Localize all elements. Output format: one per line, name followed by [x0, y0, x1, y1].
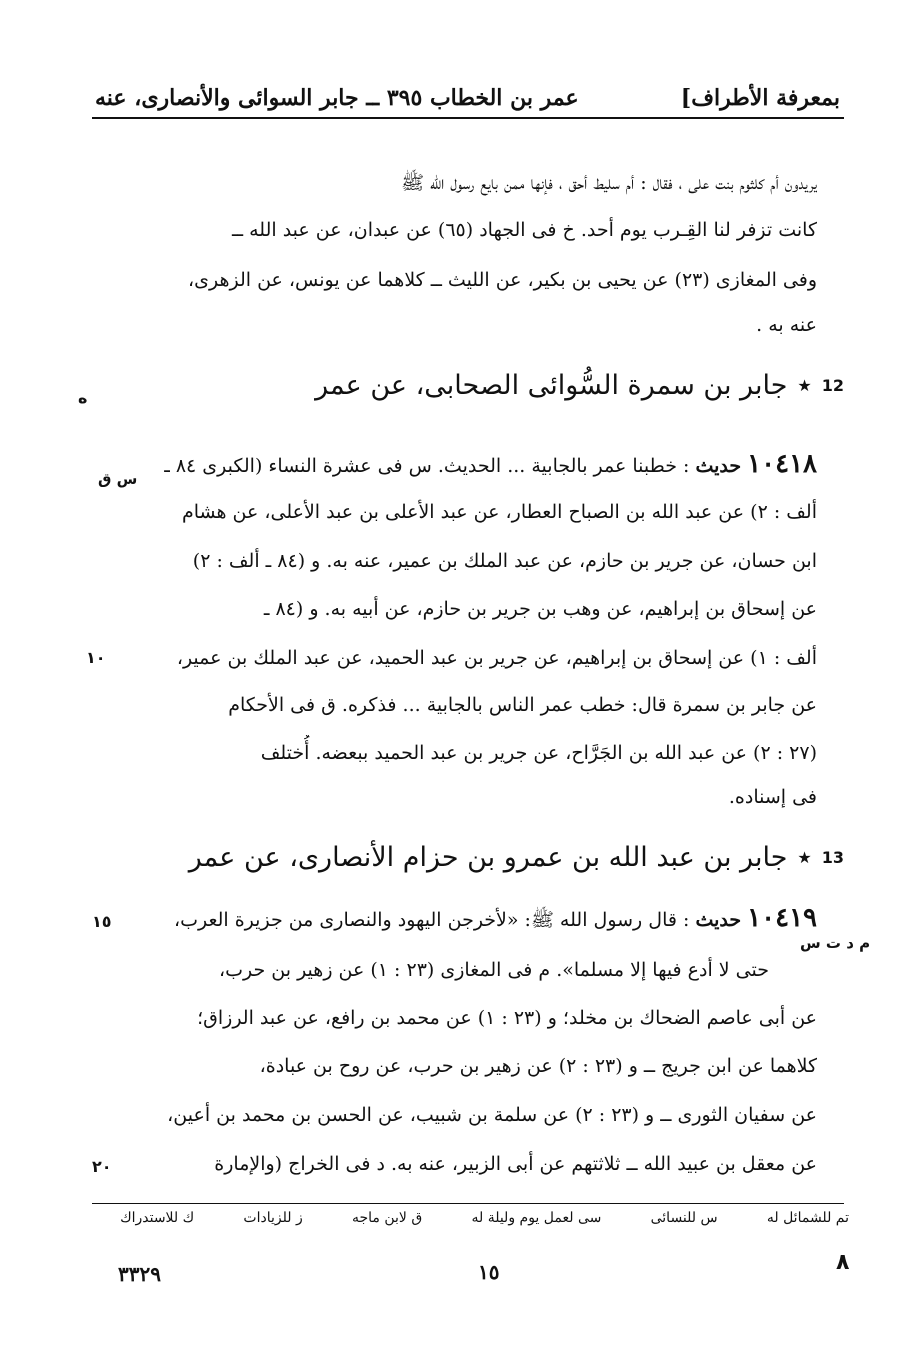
- entry-13-line-1: [100, 900, 817, 936]
- entry-12-line-2: ألف : ٢) عن عبد الله بن الصباح العطار، عن عبد الأعلى بن عبد الأعلى، عن هشام: [181, 501, 817, 523]
- hadith-text: : قال رسول الله ﷺ: «لأخرجن اليهود والنصارى من جزيرة العرب،: [173, 909, 690, 931]
- intro-line-1: يريدون أم كلثوم بنت على ، فقال : أم سليط أحق ، فإنها ممن بايع رسول الله ﷺ: [401, 172, 817, 194]
- entry-13-number: 13: [821, 848, 844, 867]
- margin-mark: ه: [78, 388, 88, 407]
- entry-13-line-4: كلاهما عن ابن جريج ــ و (٢٣ : ٢) عن زهير بن حرب، عن روح بن عبادة،: [259, 1055, 817, 1077]
- entry-12-number: 12: [821, 376, 844, 395]
- abbreviation-key: [120, 1210, 849, 1236]
- abbr-item: س للنسائى: [650, 1210, 718, 1226]
- running-header: [95, 78, 840, 118]
- header-right-text: بمعرفة الأطراف]: [680, 85, 840, 111]
- entry-12-line-5: ألف : ١) عن إسحاق بن إبراهيم، عن جرير بن عبد الحميد، عن عبد الملك بن عمير،: [176, 647, 817, 669]
- line-marker-10: ١٠: [86, 648, 106, 667]
- entry-12-line-7: (٢٧ : ٢) عن عبد الله بن الجَرَّاح، عن جرير بن عبد الحميد ببعضه. أُختلف: [260, 742, 817, 764]
- line-marker-20: ٢٠: [92, 1157, 112, 1176]
- hadith-number: ١٠٤١٨: [747, 449, 817, 479]
- entry-12-line-4: عن إسحاق بن إبراهيم، عن وهب بن جرير بن حازم، عن أبيه به. و (٨٤ ـ: [263, 598, 817, 620]
- hadith-label: حديث: [695, 455, 742, 477]
- page-number: ١٥: [478, 1260, 500, 1284]
- volume-number: ٨: [836, 1250, 850, 1275]
- intro-line-3: وفى المغازى (٢٣) عن يحيى بن بكير، عن الليث ــ كلاهما عن يونس، عن الزهرى،: [187, 269, 817, 291]
- line-marker-15: ١٥: [92, 912, 112, 931]
- entry-13-side-code: م د ت س: [800, 934, 871, 952]
- intro-line-4: عنه به .: [756, 314, 817, 336]
- entry-12-line-1: [100, 446, 817, 482]
- footer-rule: [92, 1203, 844, 1204]
- volume-page-number: ٣٣٢٩: [118, 1262, 161, 1286]
- entry-13-line-6: عن معقل بن عبيد الله ــ ثلاثتهم عن أبى الزبير، عنه به. د فى الخراج (والإمارة: [214, 1153, 817, 1175]
- abbr-item: ق لابن ماجه: [351, 1210, 423, 1226]
- hadith-number: ١٠٤١٩: [747, 903, 817, 933]
- entry-12-side-code: س ق: [98, 470, 138, 488]
- header-rule: [92, 117, 844, 119]
- entry-13-title: جابر بن عبد الله بن عمرو بن حزام الأنصارى، عن عمر: [188, 842, 788, 873]
- hadith-label: حديث: [695, 909, 742, 931]
- entry-13-line-2: حتى لا أدع فيها إلا مسلما». م فى المغازى (٢٣ : ١) عن زهير بن حرب،: [219, 959, 769, 981]
- entry-13-heading: [120, 832, 844, 884]
- entry-13-line-3: عن أبى عاصم الضحاك بن مخلد؛ و (٢٣ : ١) عن محمد بن رافع، عن عبد الرزاق؛: [197, 1007, 817, 1029]
- entry-12-line-6: عن جابر بن سمرة قال: خطب عمر الناس بالجابية ... فذكره. ق فى الأحكام: [228, 694, 817, 716]
- abbr-item: تم للشمائل له: [766, 1210, 849, 1226]
- star-icon: ★: [797, 376, 812, 395]
- abbr-item: ز للزيادات: [243, 1210, 303, 1226]
- entry-12-title: جابر بن سمرة السُّوائى الصحابى، عن عمر: [315, 370, 788, 401]
- star-icon: ★: [797, 848, 812, 867]
- entry-12-line-8: فى إسناده.: [728, 786, 817, 808]
- entry-12-line-3: ابن حسان، عن جرير بن حازم، عن عبد الملك بن عمير، عنه به. و (٨٤ ـ ألف : ٢): [192, 550, 817, 572]
- abbr-item: ك للاستدراك: [120, 1210, 195, 1226]
- abbr-item: سى لعمل يوم وليلة له: [471, 1210, 602, 1226]
- hadith-text: : خطبنا عمر بالجابية ... الحديث. س فى عشرة النساء (الكبرى ٨٤ ـ: [164, 455, 690, 477]
- intro-line-2: كانت تزفر لنا القِـرب يوم أحد. خ فى الجهاد (٦٥) عن عبدان، عن عبد الله ــ: [231, 219, 817, 241]
- header-left-text: عمر بن الخطاب ٣٩٥ ــ جابر السوائى والأنصارى، عنه: [95, 85, 579, 111]
- entry-13-line-5: عن سفيان الثورى ــ و (٢٣ : ٢) عن سلمة بن شبيب، عن الحسن بن محمد بن أعين،: [167, 1104, 817, 1126]
- entry-12-heading: [120, 360, 844, 412]
